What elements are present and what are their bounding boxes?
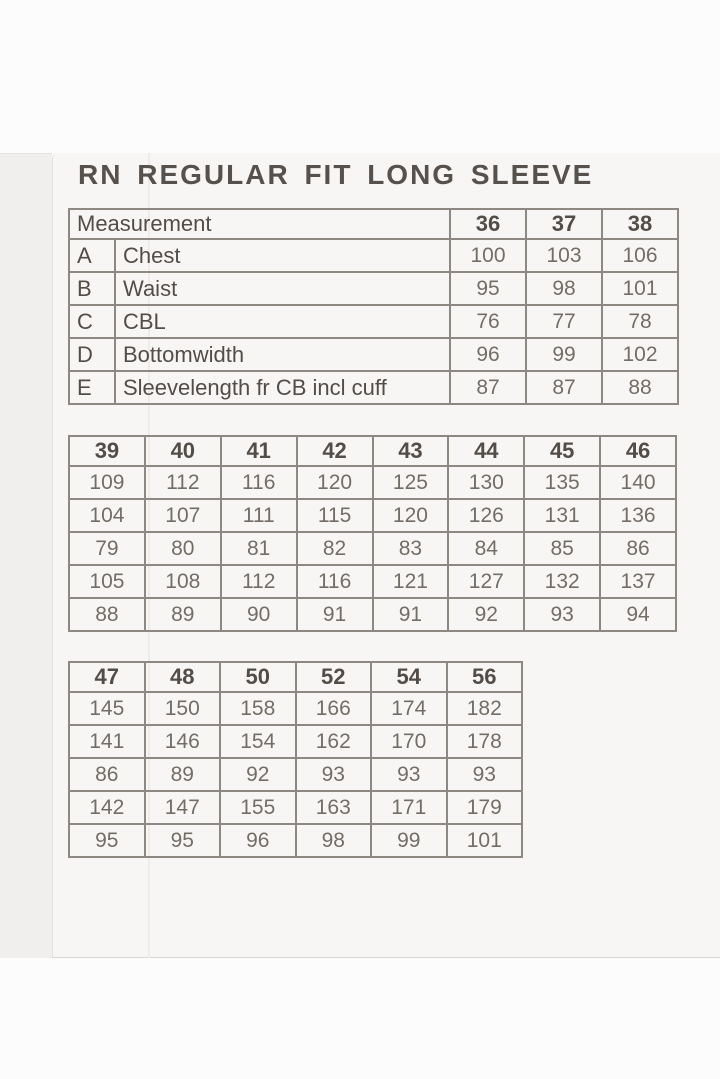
size-value-cell: 101 [447, 824, 523, 857]
size-value-cell: 95 [69, 824, 145, 857]
table-row [69, 725, 522, 758]
size-value-cell: 115 [297, 499, 373, 532]
size-value-cell: 166 [296, 692, 372, 725]
size-value-cell: 132 [524, 565, 600, 598]
size-header-cell: 56 [447, 662, 523, 692]
size-value-cell: 93 [371, 758, 447, 791]
measurement-key-cell: B [69, 272, 115, 305]
measurement-value-cell: 87 [450, 371, 526, 404]
measurement-value-cell: 96 [450, 338, 526, 371]
size-value-cell: 84 [448, 532, 524, 565]
table-row [69, 371, 678, 404]
measurement-value-cell: 106 [602, 239, 678, 272]
size-value-cell: 145 [69, 692, 145, 725]
size-value-cell: 136 [600, 499, 676, 532]
size-value-cell: 111 [221, 499, 297, 532]
size-value-cell: 93 [447, 758, 523, 791]
size-header-cell: 47 [69, 662, 145, 692]
size-value-cell: 163 [296, 791, 372, 824]
size-value-cell: 92 [220, 758, 296, 791]
size-value-cell: 88 [69, 598, 145, 631]
sizes-47-56-table [68, 661, 523, 858]
size-value-cell: 125 [373, 466, 449, 499]
measurement-value-cell: 78 [602, 305, 678, 338]
size-header-cell: 41 [221, 436, 297, 466]
size-value-cell: 95 [145, 824, 221, 857]
size-header-cell: 37 [526, 209, 602, 239]
measurement-value-cell: 88 [602, 371, 678, 404]
size-value-cell: 83 [373, 532, 449, 565]
table-row [69, 565, 676, 598]
size-value-cell: 178 [447, 725, 523, 758]
size-value-cell: 126 [448, 499, 524, 532]
size-header-cell: 46 [600, 436, 676, 466]
measurement-value-cell: 103 [526, 239, 602, 272]
size-value-cell: 112 [145, 466, 221, 499]
size-value-cell: 116 [221, 466, 297, 499]
table-row [69, 239, 678, 272]
size-header-cell: 40 [145, 436, 221, 466]
measurement-value-cell: 77 [526, 305, 602, 338]
measurement-value-cell: 100 [450, 239, 526, 272]
size-value-cell: 137 [600, 565, 676, 598]
measurement-value-cell: 99 [526, 338, 602, 371]
size-value-cell: 105 [69, 565, 145, 598]
size-value-cell: 109 [69, 466, 145, 499]
table-row [69, 791, 522, 824]
size-header-cell: 38 [602, 209, 678, 239]
size-value-cell: 121 [373, 565, 449, 598]
measurement-label-cell: Waist [115, 272, 450, 305]
size-value-cell: 162 [296, 725, 372, 758]
size-value-cell: 79 [69, 532, 145, 565]
size-value-cell: 142 [69, 791, 145, 824]
table-row [69, 692, 522, 725]
size-value-cell: 120 [373, 499, 449, 532]
measurement-table [68, 208, 679, 405]
size-value-cell: 89 [145, 758, 221, 791]
sizes-39-46-table [68, 435, 677, 632]
size-value-cell: 141 [69, 725, 145, 758]
table-row [69, 598, 676, 631]
size-value-cell: 170 [371, 725, 447, 758]
size-value-cell: 112 [221, 565, 297, 598]
size-value-cell: 107 [145, 499, 221, 532]
size-header-cell: 42 [297, 436, 373, 466]
size-value-cell: 131 [524, 499, 600, 532]
measurement-label-cell: Bottomwidth [115, 338, 450, 371]
measurement-value-cell: 95 [450, 272, 526, 305]
size-value-cell: 174 [371, 692, 447, 725]
size-value-cell: 81 [221, 532, 297, 565]
size-value-cell: 158 [220, 692, 296, 725]
size-header-cell: 36 [450, 209, 526, 239]
size-value-cell: 98 [296, 824, 372, 857]
measurement-key-cell: E [69, 371, 115, 404]
measurement-value-cell: 98 [526, 272, 602, 305]
size-value-cell: 179 [447, 791, 523, 824]
size-value-cell: 92 [448, 598, 524, 631]
size-value-cell: 116 [297, 565, 373, 598]
table-row [69, 338, 678, 371]
size-value-cell: 108 [145, 565, 221, 598]
size-header-cell: 54 [371, 662, 447, 692]
measurement-key-cell: A [69, 239, 115, 272]
table-row [69, 758, 522, 791]
size-value-cell: 93 [296, 758, 372, 791]
measurement-value-cell: 87 [526, 371, 602, 404]
size-value-cell: 154 [220, 725, 296, 758]
size-value-cell: 85 [524, 532, 600, 565]
measurement-label-cell: CBL [115, 305, 450, 338]
measurement-header-label: Measurement [69, 209, 450, 239]
measurement-key-cell: D [69, 338, 115, 371]
size-header-cell: 48 [145, 662, 221, 692]
size-header-cell: 44 [448, 436, 524, 466]
measurement-value-cell: 102 [602, 338, 678, 371]
size-value-cell: 130 [448, 466, 524, 499]
sizes-47-56-header-row [69, 662, 522, 692]
table-row [69, 272, 678, 305]
measurement-label-cell: Chest [115, 239, 450, 272]
size-value-cell: 120 [297, 466, 373, 499]
sizes-39-46-header-row [69, 436, 676, 466]
size-value-cell: 80 [145, 532, 221, 565]
table-row [69, 824, 522, 857]
size-value-cell: 91 [373, 598, 449, 631]
size-value-cell: 146 [145, 725, 221, 758]
size-value-cell: 155 [220, 791, 296, 824]
size-value-cell: 127 [448, 565, 524, 598]
size-value-cell: 171 [371, 791, 447, 824]
size-value-cell: 82 [297, 532, 373, 565]
size-value-cell: 140 [600, 466, 676, 499]
size-value-cell: 86 [69, 758, 145, 791]
paper-left-shadow [0, 153, 52, 958]
size-value-cell: 99 [371, 824, 447, 857]
size-value-cell: 94 [600, 598, 676, 631]
size-value-cell: 96 [220, 824, 296, 857]
table-row [69, 466, 676, 499]
size-value-cell: 135 [524, 466, 600, 499]
size-value-cell: 89 [145, 598, 221, 631]
size-value-cell: 104 [69, 499, 145, 532]
size-value-cell: 90 [221, 598, 297, 631]
size-header-cell: 43 [373, 436, 449, 466]
measurement-key-cell: C [69, 305, 115, 338]
page-title: RN REGULAR FIT LONG SLEEVE [78, 159, 594, 190]
table-row [69, 499, 676, 532]
size-value-cell: 150 [145, 692, 221, 725]
measurement-value-cell: 76 [450, 305, 526, 338]
size-value-cell: 182 [447, 692, 523, 725]
table-row [69, 305, 678, 338]
size-value-cell: 147 [145, 791, 221, 824]
size-value-cell: 91 [297, 598, 373, 631]
size-value-cell: 93 [524, 598, 600, 631]
measurement-table-header-row [69, 209, 678, 239]
size-header-cell: 39 [69, 436, 145, 466]
measurement-label-cell: Sleevelength fr CB incl cuff [115, 371, 450, 404]
size-header-cell: 50 [220, 662, 296, 692]
table-row [69, 532, 676, 565]
measurement-value-cell: 101 [602, 272, 678, 305]
size-header-cell: 52 [296, 662, 372, 692]
size-value-cell: 86 [600, 532, 676, 565]
size-header-cell: 45 [524, 436, 600, 466]
